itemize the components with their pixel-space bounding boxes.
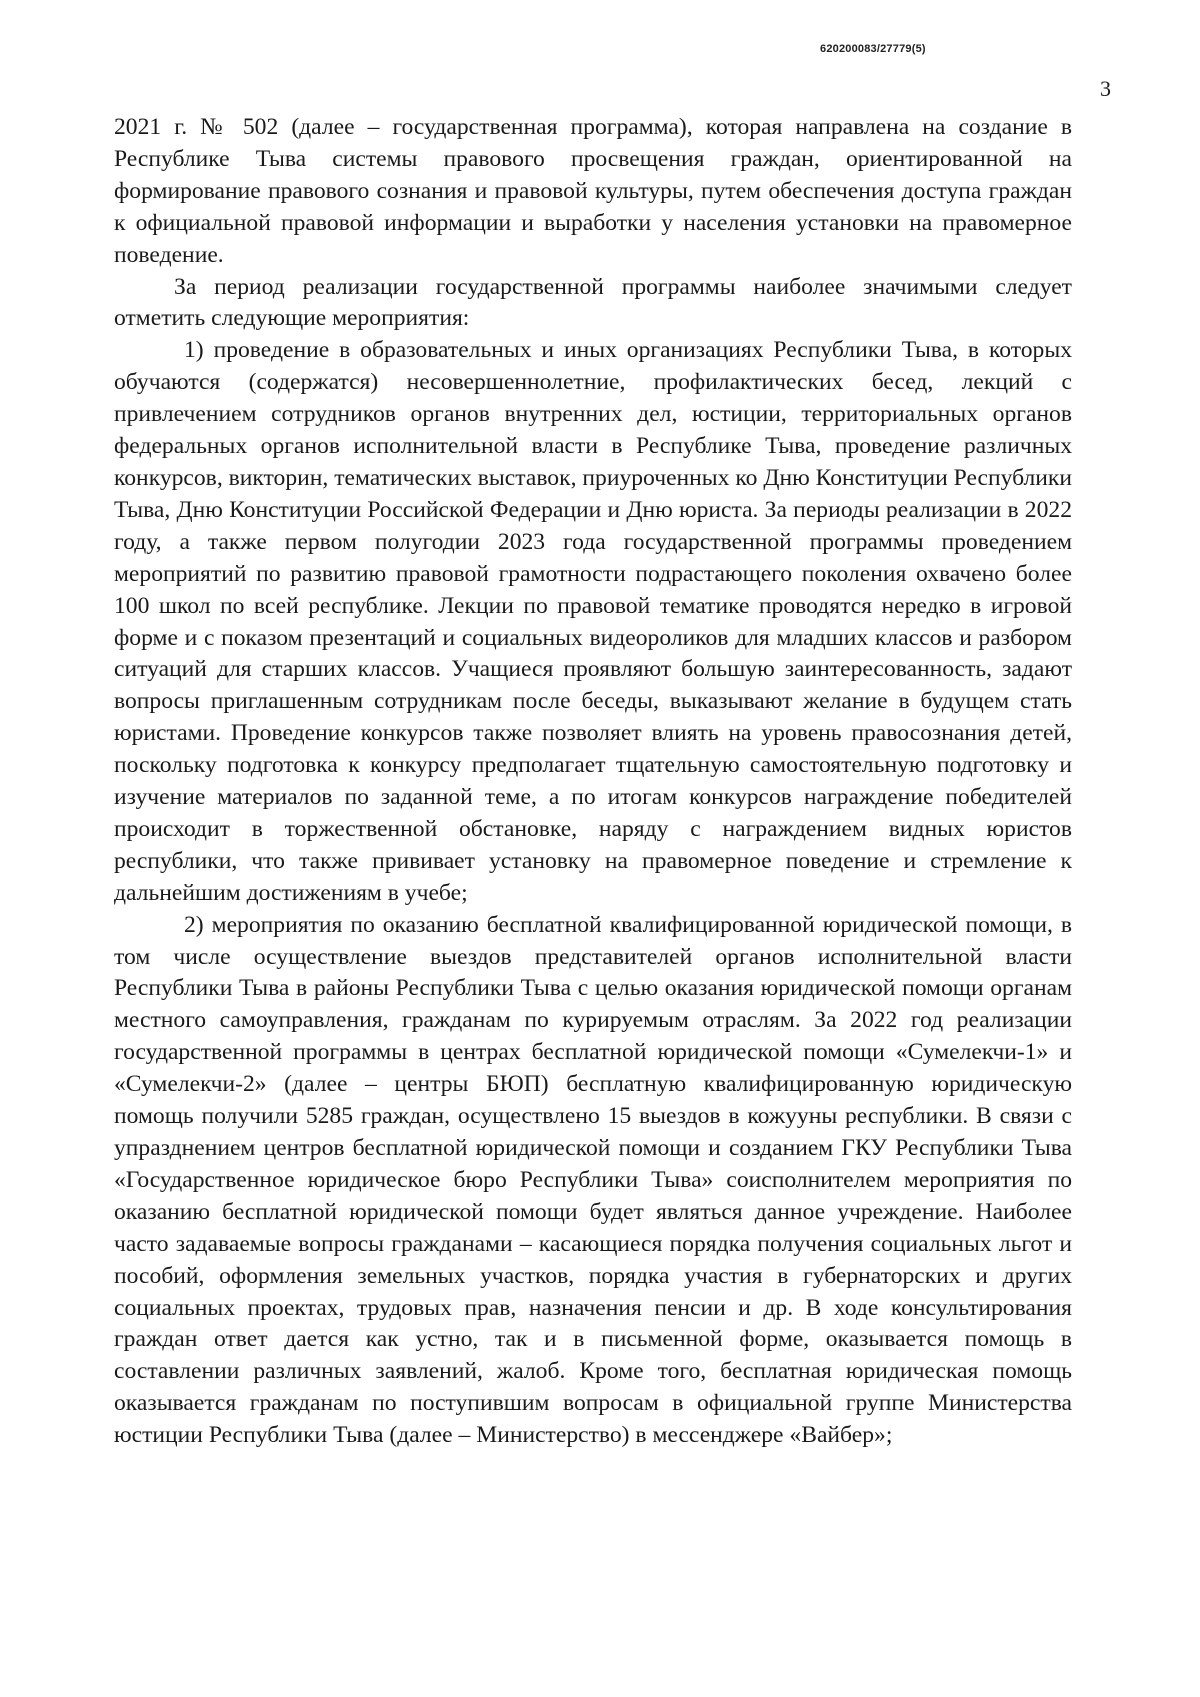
paragraph-intro: За период реализации государственной программы наиболее значимыми следует отметить следующие мероприятия:	[114, 273, 1072, 332]
document-registration-number: 620200083/27779(5)	[820, 43, 926, 55]
paragraph-item-2: 2) мероприятия по оказанию бесплатной квалифицированной юридической помощи, в том числе осуществление выездов представителей органов исполнительной власти Республики Тыва в районы Республики Тыва с целью оказания юридической помощи органам местного самоуправления, гражданам по курируемым отраслям. За 2022 год реализации государственной программы в центрах бесплатной юридической помощи «Сумелекчи-1» и «Сумелекчи-2» (далее – центры БЮП) бесплатную квалифицированную юридическую помощь получили 5285 граждан, осуществлено 15 выездов в кожууны республики. В связи с упразднением центров бесплатной юридической помощи и созданием ГКУ Республики Тыва «Государственное юридическое бюро Республики Тыва» соисполнителем мероприятия по оказанию бесплатной юридической помощи будет являться данное учреждение. Наиболее часто задаваемые вопросы гражданами – касающиеся порядка получения социальных льгот и пособий, оформления земельных участков, порядка участия в губернаторских и других социальных проектах, трудовых прав, назначения пенсии и др. В ходе консультирования граждан ответ дается как устно, так и в письменной форме, оказывается помощь в составлении различных заявлений, жалоб. Кроме того, бесплатная юридическая помощь оказывается гражданам по поступившим вопросам в официальной группе Министерства юстиции Республики Тыва (далее – Министерство) в мессенджере «Вайбер»;	[114, 911, 1072, 1449]
page-number: 3	[1100, 76, 1111, 101]
paragraph-continuation: 2021 г. № 502 (далее – государственная программа), которая направлена на создание в Республике Тыва системы правового просвещения граждан, ориентированной на формирование правового сознания и правовой культуры, путем обеспечения доступа граждан к официальной правовой информации и выработки у населения установки на правомерное поведение.	[114, 114, 1072, 268]
paragraph-item-1: 1) проведение в образовательных и иных организациях Республики Тыва, в которых обучаются (содержатся) несовершеннолетние, профилактических бесед, лекций с привлечением сотрудников органов внутренних дел, юстиции, территориальных органов федеральных органов исполнительной власти в Республике Тыва, проведение различных конкурсов, викторин, тематических выставок, приуроченных ко Дню Конституции Республики Тыва, Дню Конституции Российской Федерации и Дню юриста. За периоды реализации в 2022 году, а также первом полугодии 2023 года государственной программы проведением мероприятий по развитию правовой грамотности подрастающего поколения охвачено более 100 школ по всей республике. Лекции по правовой тематике проводятся нередко в игровой форме и с показом презентаций и социальных видеороликов для младших классов и разбором ситуаций для старших классов. Учащиеся проявляют большую заинтересованность, задают вопросы приглашенным сотрудникам после беседы, выказывают желание в будущем стать юристами. Проведение конкурсов также позволяет влиять на уровень правосознания детей, поскольку подготовка к конкурсу предполагает тщательную самостоятельную подготовку и изучение материалов по заданной теме, а по итогам конкурсов награждение победителей происходит в торжественной обстановке, наряду с награждением видных юристов республики, что также прививает установку на правомерное поведение и стремление к дальнейшим достижениям в учебе;	[114, 337, 1072, 906]
document-body	[114, 112, 1072, 1452]
